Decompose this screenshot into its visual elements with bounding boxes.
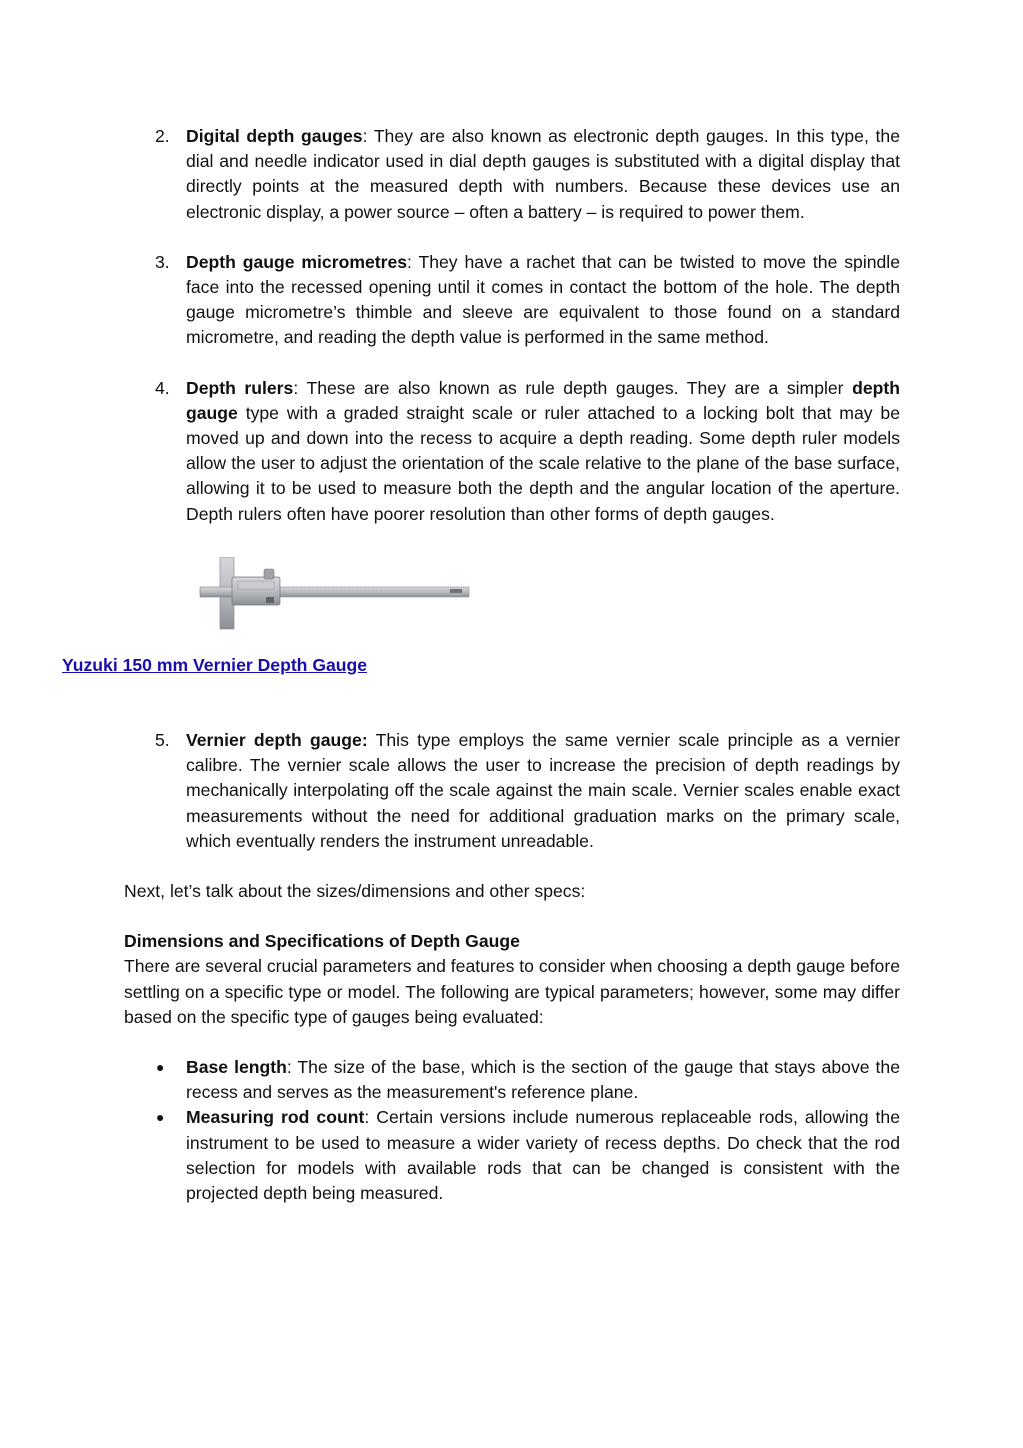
- section-heading: Dimensions and Specifications of Depth Gauge: [124, 931, 520, 952]
- list-term: Vernier depth gauge:: [186, 730, 368, 751]
- list-number: 2.: [155, 126, 170, 146]
- bullet-text: : Certain versions include numerous replaceable rods, allowing the instrument to be used to measure a wider variety of recess depths. Do check that the rod selection for models with available rods that can be changed is consistent with the projected depth being measured.: [186, 1107, 900, 1204]
- vernier-depth-gauge-icon: [124, 557, 484, 637]
- list-term: Depth rulers: [186, 377, 294, 398]
- bullet-icon: ●: [156, 1059, 165, 1076]
- product-link[interactable]: Yuzuki 150 mm Vernier Depth Gauge: [62, 654, 368, 675]
- list-item-digital-depth-gauges: [124, 124, 900, 225]
- list-number: 5.: [155, 730, 170, 751]
- list-text: : These are also known as rule depth gauges. They are a simpler: [293, 377, 853, 398]
- list-text: : They are also known as electronic depth gauges. In this type, the dial and needle indicator used in dial depth gauges is substituted with a digital display that directly points at the measured depth with numbers. Because these devices use an electronic display, a power source – often a battery – is required to power them.: [186, 126, 900, 222]
- bullet-item-base-length: [124, 1055, 900, 1105]
- list-number: 3.: [155, 251, 170, 272]
- bullet-text: : The size of the base, which is the section of the gauge that stays above the recess and serves as the measurement's reference plane.: [186, 1057, 900, 1103]
- list-term: Digital depth gauges: [186, 126, 363, 146]
- list-item-vernier-depth-gauge: [124, 728, 900, 854]
- bullet-term: Base length: [186, 1057, 287, 1078]
- transition-paragraph: Next, let’s talk about the sizes/dimensions and other specs:: [124, 881, 586, 902]
- list-item-depth-rulers: [124, 376, 900, 527]
- list-text: This type employs the same vernier scale principle as a vernier calibre. The vernier scale allows the user to increase the precision of depth readings by mechanically interpolating off the scale against the main scale. Vernier scales enable exact measurements without the need for additional graduation marks on the primary scale, which eventually renders the instrument unreadable.: [186, 730, 901, 851]
- document-content: [62, 124, 901, 1206]
- vernier-depth-gauge-image: [124, 557, 900, 637]
- section-intro-paragraph: There are several crucial parameters and features to consider when choosing a depth gauge before settling on a specific type or model. The following are typical parameters; however, some may differ based on the specific type of gauges being evaluated:: [124, 956, 900, 1027]
- list-text: : They have a rachet that can be twisted to move the spindle face into the recessed opening until it comes in contact the bottom of the hole. The depth gauge micrometre’s thimble and sleeve are equivalent to those found on a standard micrometre, and reading the depth value is performed in the same method.: [186, 251, 901, 348]
- bullet-item-measuring-rod-count: [124, 1105, 900, 1206]
- list-term-inline: depth gauge: [186, 377, 900, 423]
- list-term: Depth gauge micrometres: [186, 251, 408, 272]
- list-item-depth-gauge-micrometres: [124, 250, 900, 351]
- list-number: 4.: [155, 377, 170, 398]
- list-text-continued: type with a graded straight scale or ruler attached to a locking bolt that may be moved up and down into the recess to acquire a depth reading. Some depth ruler models allow the user to adjust the orientation of the scale relative to the plane of the base surface, allowing it to be used to measure both the depth and the angular location of the aperture. Depth rulers often have poorer resolution than other forms of depth gauges.: [186, 402, 900, 524]
- bullet-term: Measuring rod count: [186, 1107, 365, 1128]
- bullet-icon: ●: [156, 1109, 165, 1126]
